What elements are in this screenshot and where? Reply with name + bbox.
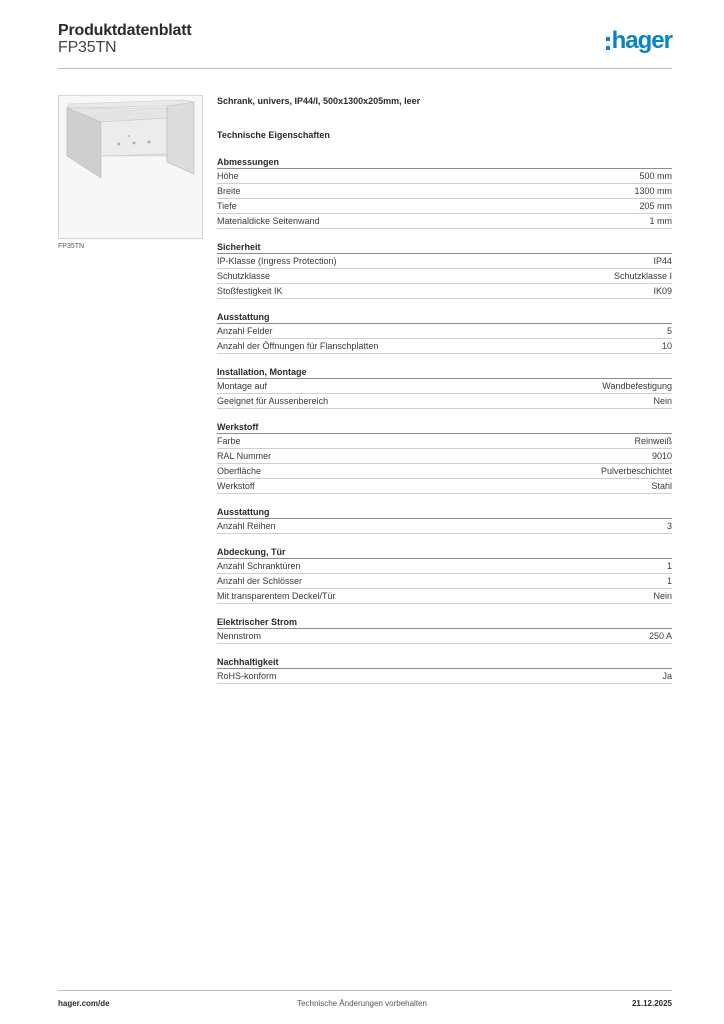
property-row bbox=[217, 339, 672, 354]
property-label: Materialdicke Seitenwand bbox=[217, 216, 320, 226]
property-value: 250 A bbox=[648, 631, 672, 641]
property-label: Montage auf bbox=[217, 381, 268, 391]
property-label: Stoßfestigkeit IK bbox=[217, 286, 283, 296]
property-label: Anzahl Schranktüren bbox=[217, 561, 301, 571]
property-value: Reinweiß bbox=[634, 436, 672, 446]
property-label: Höhe bbox=[217, 171, 239, 181]
property-row bbox=[217, 254, 672, 269]
property-row bbox=[217, 464, 672, 479]
property-row bbox=[217, 214, 672, 229]
property-label: Schutzklasse bbox=[217, 271, 271, 281]
property-row bbox=[217, 284, 672, 299]
section-heading: Sicherheit bbox=[217, 241, 672, 254]
property-label: Geeignet für Aussenbereich bbox=[217, 396, 329, 406]
property-label: Werkstoff bbox=[217, 481, 255, 491]
property-value: 500 mm bbox=[639, 171, 672, 181]
property-value: Stahl bbox=[651, 481, 672, 491]
property-row bbox=[217, 434, 672, 449]
property-label: Mit transparentem Deckel/Tür bbox=[217, 591, 336, 601]
property-value: 1300 mm bbox=[634, 186, 672, 196]
property-value: 3 bbox=[666, 521, 672, 531]
property-value: 205 mm bbox=[639, 201, 672, 211]
header-divider bbox=[58, 68, 672, 69]
property-section bbox=[217, 421, 672, 494]
property-row bbox=[217, 394, 672, 409]
product-image bbox=[58, 95, 203, 239]
property-row bbox=[217, 479, 672, 494]
property-section bbox=[217, 506, 672, 534]
page-header bbox=[58, 22, 672, 68]
property-label: Breite bbox=[217, 186, 241, 196]
property-sections bbox=[217, 156, 672, 684]
property-section bbox=[217, 311, 672, 354]
property-value: Ja bbox=[662, 671, 672, 681]
section-heading: Abdeckung, Tür bbox=[217, 546, 672, 559]
section-heading: Werkstoff bbox=[217, 421, 672, 434]
property-value: IK09 bbox=[653, 286, 672, 296]
property-value: Schutzklasse I bbox=[613, 271, 672, 281]
property-label: RoHS-konform bbox=[217, 671, 277, 681]
property-label: Anzahl Felder bbox=[217, 326, 273, 336]
hager-logo bbox=[606, 28, 672, 54]
section-heading: Abmessungen bbox=[217, 156, 672, 169]
property-row bbox=[217, 589, 672, 604]
property-label: RAL Nummer bbox=[217, 451, 272, 461]
property-value: IP44 bbox=[653, 256, 672, 266]
property-section bbox=[217, 616, 672, 644]
property-value: 9010 bbox=[651, 451, 672, 461]
property-value: 1 bbox=[666, 561, 672, 571]
document-title: Produktdatenblatt bbox=[58, 22, 192, 39]
property-row bbox=[217, 629, 672, 644]
property-row bbox=[217, 559, 672, 574]
section-heading: Elektrischer Strom bbox=[217, 616, 672, 629]
property-section bbox=[217, 546, 672, 604]
property-row bbox=[217, 269, 672, 284]
property-row bbox=[217, 199, 672, 214]
property-row bbox=[217, 379, 672, 394]
property-label: IP-Klasse (Ingress Protection) bbox=[217, 256, 337, 266]
product-description: Schrank, univers, IP44/I, 500x1300x205mm, leer bbox=[217, 96, 421, 106]
footer-website: hager.com/de bbox=[58, 999, 110, 1008]
property-value: Wandbefestigung bbox=[602, 381, 672, 391]
property-row bbox=[217, 669, 672, 684]
property-row bbox=[217, 184, 672, 199]
logo-text: hager bbox=[611, 27, 672, 54]
footer-divider bbox=[58, 990, 672, 991]
property-section bbox=[217, 656, 672, 684]
footer-date: 21.12.2025 bbox=[631, 999, 672, 1008]
property-value: Pulverbeschichtet bbox=[600, 466, 672, 476]
property-label: Anzahl der Öffnungen für Flanschplatten bbox=[217, 341, 379, 351]
property-value: 10 bbox=[661, 341, 672, 351]
property-row bbox=[217, 449, 672, 464]
property-value: 1 mm bbox=[649, 216, 672, 226]
property-value: 5 bbox=[666, 326, 672, 336]
property-row bbox=[217, 519, 672, 534]
property-label: Tiefe bbox=[217, 201, 237, 211]
image-caption: FP35TN bbox=[58, 243, 85, 250]
property-label: Anzahl der Schlösser bbox=[217, 576, 303, 586]
section-heading: Nachhaltigkeit bbox=[217, 656, 672, 669]
property-label: Farbe bbox=[217, 436, 241, 446]
section-heading: Ausstattung bbox=[217, 311, 672, 324]
property-section bbox=[217, 366, 672, 409]
section-heading: Installation, Montage bbox=[217, 366, 672, 379]
property-value: Nein bbox=[653, 591, 672, 601]
property-label: Anzahl Reihen bbox=[217, 521, 276, 531]
property-section bbox=[217, 156, 672, 229]
property-row bbox=[217, 169, 672, 184]
property-row bbox=[217, 574, 672, 589]
datasheet-content bbox=[217, 96, 672, 684]
section-heading: Ausstattung bbox=[217, 506, 672, 519]
tech-properties-heading: Technische Eigenschaften bbox=[217, 130, 330, 140]
footer-notice: Technische Änderungen vorbehalten bbox=[297, 999, 427, 1008]
property-label: Nennstrom bbox=[217, 631, 262, 641]
property-row bbox=[217, 324, 672, 339]
logo-colon-icon bbox=[606, 37, 610, 50]
property-value: Nein bbox=[653, 396, 672, 406]
property-section bbox=[217, 241, 672, 299]
property-label: Oberfläche bbox=[217, 466, 262, 476]
product-code: FP35TN bbox=[58, 39, 117, 56]
property-value: 1 bbox=[666, 576, 672, 586]
